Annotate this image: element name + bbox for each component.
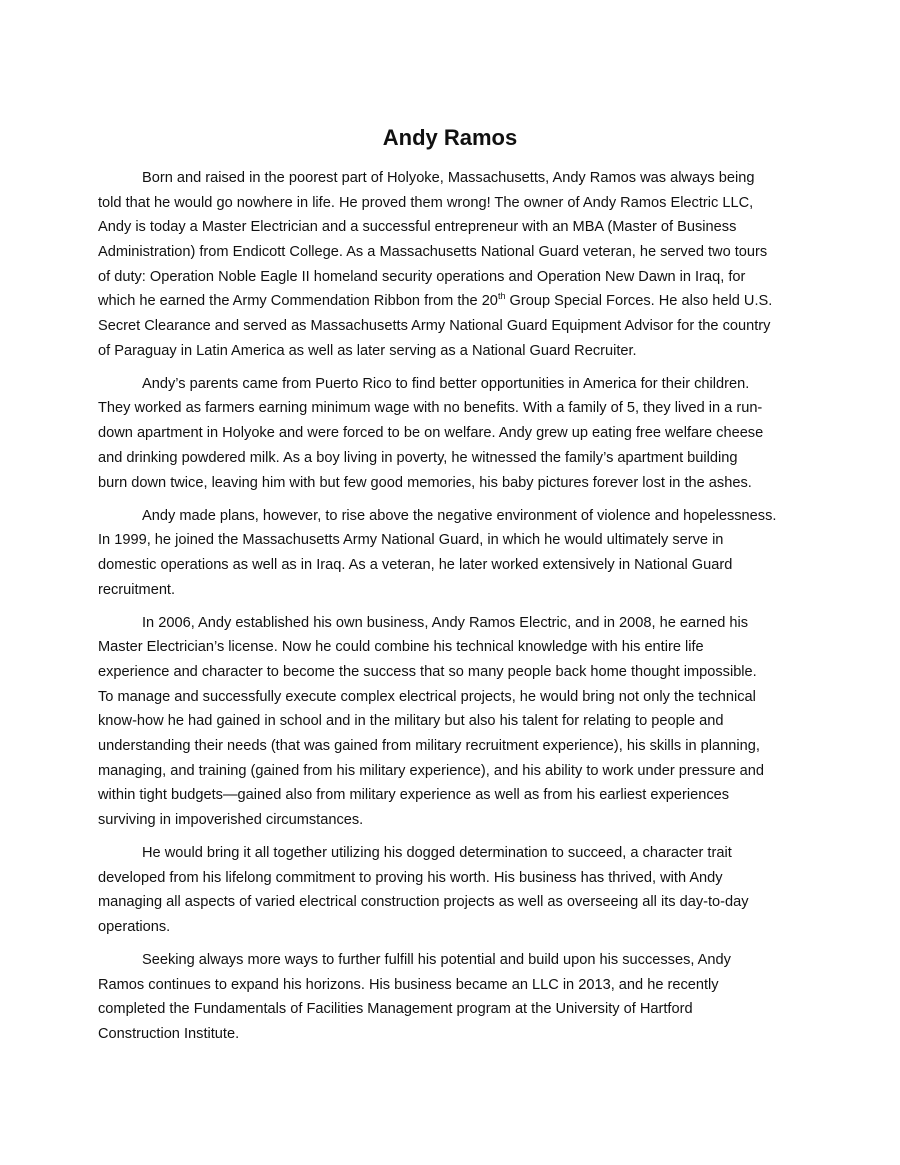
text-line: told that he would go nowhere in life. He proved them wrong! The owner of Andy Ramos Electric LLC, [98, 194, 754, 211]
text-line: burn down twice, leaving him with but few good memories, his baby pictures forever lost in the ashes. [98, 474, 752, 491]
text-line: understanding their needs (that was gained from military recruitment experience), his skills in planning, [98, 738, 760, 755]
text-line: Andy made plans, however, to rise above the negative environment of violence and hopelessness. [142, 507, 777, 524]
text-line: surviving in impoverished circumstances. [98, 812, 364, 829]
ordinal-superscript: th [497, 291, 506, 302]
text-line: Master Electrician’s license. Now he could combine his technical knowledge with his entire life [98, 639, 704, 656]
text-line: and drinking powdered milk. As a boy living in poverty, he witnessed the family’s apartment building [98, 449, 738, 466]
text-line: Construction Institute. [98, 1026, 240, 1043]
paragraph [98, 166, 798, 364]
text-line: developed from his lifelong commitment to proving his worth. His business has thrived, with Andy [98, 869, 723, 886]
paragraph [98, 372, 798, 495]
text-line: operations. [98, 919, 171, 936]
paragraph [98, 611, 798, 833]
text-line: In 1999, he joined the Massachusetts Army National Guard, in which he would ultimately serve in [98, 532, 724, 549]
text-segment: Group Special Forces. He also held U.S. [505, 293, 773, 310]
text-line: domestic operations as well as in Iraq. As a veteran, he later worked extensively in National Guard [98, 556, 733, 573]
text-line: know-how he had gained in school and in the military but also his talent for relating to people and [98, 713, 724, 730]
text-line: managing, and training (gained from his military experience), and his ability to work under pressure and [98, 762, 764, 779]
text-line: Andy’s parents came from Puerto Rico to find better opportunities in America for their children. [142, 375, 750, 392]
text-line: They worked as farmers earning minimum wage with no benefits. With a family of 5, they lived in a run- [98, 400, 763, 417]
text-line: Born and raised in the poorest part of Holyoke, Massachusetts, Andy Ramos was always being [142, 170, 755, 186]
text-line: Secret Clearance and served as Massachusetts Army National Guard Equipment Advisor for the country [98, 318, 771, 335]
text-segment: which he earned the Army Commendation Ribbon from the 20 [98, 293, 498, 310]
text-line: Ramos continues to expand his horizons. His business became an LLC in 2013, and he recently [98, 976, 719, 993]
text-line: managing all aspects of varied electrical construction projects as well as overseeing all its day-to-day [98, 894, 749, 911]
text-line: down apartment in Holyoke and were forced to be on welfare. Andy grew up eating free welfare cheese [98, 425, 764, 442]
text-line: To manage and successfully execute complex electrical projects, he would bring not only the technical [98, 688, 756, 705]
text-line: In 2006, Andy established his own business, Andy Ramos Electric, and in 2008, he earned his [142, 614, 749, 631]
text-line: of Paraguay in Latin America as well as later serving as a National Guard Recruiter. [98, 342, 637, 359]
paragraph [98, 504, 798, 603]
text-line: of duty: Operation Noble Eagle II homeland security operations and Operation New Dawn in Iraq, for [98, 268, 746, 285]
text-line: Administration) from Endicott College. As a Massachusetts National Guard veteran, he served two tours [98, 244, 768, 261]
text-line: completed the Fundamentals of Facilities Management program at the University of Hartford [98, 1001, 693, 1018]
text-line: experience and character to become the success that so many people back home thought impossible. [98, 663, 757, 680]
paragraph [98, 841, 798, 940]
text-line: He would bring it all together utilizing his dogged determination to succeed, a character trait [142, 845, 732, 862]
page-title: Andy Ramos [382, 125, 518, 150]
paragraph [98, 948, 798, 1047]
text-line: Seeking always more ways to further fulfill his potential and build upon his successes, Andy [142, 952, 731, 969]
text-line: recruitment. [98, 581, 176, 598]
text-line: Andy is today a Master Electrician and a successful entrepreneur with an MBA (Master of Business [98, 219, 737, 236]
text-line [98, 289, 798, 314]
document-body [98, 166, 798, 1055]
text-line: within tight budgets—gained also from military experience as well as from his earliest experiences [98, 787, 730, 804]
